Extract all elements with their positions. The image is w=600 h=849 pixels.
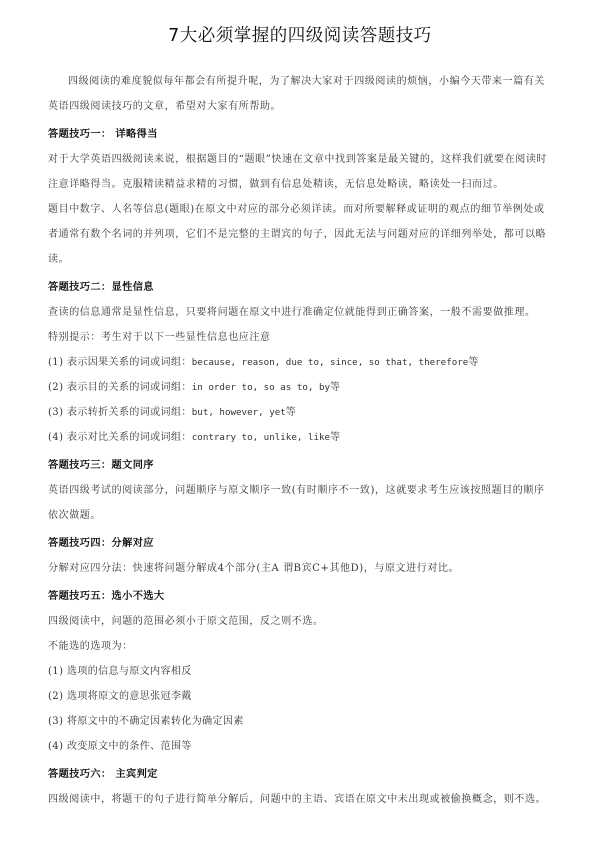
tip2-heading: 答题技巧二：显性信息: [48, 281, 154, 293]
list-item-prefix: (1) 表示因果关系的词或词组：: [48, 357, 192, 368]
list-item: [48, 375, 552, 400]
list-item: (4) 改变原文中的条件、范围等: [48, 741, 192, 752]
list-item: [48, 350, 552, 375]
list-item: [48, 425, 552, 450]
list-item-words: but, however, yet: [191, 407, 286, 418]
tip3-paragraph-1: 英语四级考试的阅读部分，问题顺序与原文顺序一致(有时顺序不一致)，这就要求考生应该按照题目的顺序依次做题。: [48, 485, 545, 521]
tip5-note: 不能选的选项为：: [48, 641, 133, 652]
list-item-suffix: 等: [285, 407, 297, 418]
tip6-paragraph-1: 四级阅读中，将题干的句子进行简单分解后，问题中的主语、宾语在原文中未出现或被偷换概念，则不选。: [48, 794, 547, 805]
tip1-heading: 答题技巧一： 详略得当: [48, 128, 158, 140]
list-item: (2) 选项将原文的意思张冠李戴: [48, 691, 192, 702]
tip4-paragraph-1: 分解对应四分法：快速将问题分解成4个部分(主A 谓B宾C+其他D)，与原文进行对比。: [48, 563, 460, 574]
tip1-paragraph-1: 对于大学英语四级阅读来说，根据题目的“题眼”快速在文章中找到答案是最关键的，这样我们就要在阅读时注意详略得当。克服精读精益求精的习惯，做到有信息处精读，无信息处略读，略读处一扫而过。: [48, 154, 548, 190]
page-title: 7大必须掌握的四级阅读答题技巧: [168, 26, 432, 46]
list-item-words: contrary to, unlike, like: [191, 432, 331, 443]
tip2-paragraph-1: 查读的信息通常是显性信息，只要将问题在原文中进行准确定位就能得到正确答案，一般不需要做推理。: [48, 307, 536, 318]
list-item-prefix: (2) 表示目的关系的词或词组：: [48, 382, 192, 393]
tip3-heading: 答题技巧三：题文同序: [48, 459, 154, 471]
list-item-words: because, reason, due to, since, so that, therefore: [191, 357, 469, 368]
list-item-words: in order to, so as to, by: [191, 382, 331, 393]
list-item-suffix: 等: [330, 432, 341, 443]
list-item-suffix: 等: [330, 382, 341, 393]
intro-paragraph: 四级阅读的难度貌似每年都会有所提升呢，为了解决大家对于四级阅读的烦恼，小编今天带来一篇有关英语四级阅读技巧的文章，希望对大家有所帮助。: [48, 76, 545, 112]
list-item: (1) 选项的信息与原文内容相反: [48, 666, 192, 677]
list-item: (3) 将原文中的不确定因素转化为确定因素: [48, 716, 244, 727]
tip1-paragraph-2: 题目中数字、人名等信息(题眼)在原文中对应的部分必须详读。而对所要解释或证明的观点的细节举例处或者通常有数个名词的并列项，它们不是完整的主谓宾的句子，因此无法与问题对应的详细列举处，都可以略读。: [48, 204, 547, 265]
list-item-prefix: (3) 表示转折关系的词或词组：: [48, 407, 192, 418]
tip4-heading: 答题技巧四：分解对应: [48, 537, 154, 549]
list-item-suffix: 等: [468, 357, 479, 368]
list-item: [48, 400, 552, 425]
tip6-heading: 答题技巧六： 主宾判定: [48, 768, 158, 780]
tip5-heading: 答题技巧五：选小不选大: [48, 590, 165, 602]
list-item-prefix: (4) 表示对比关系的词或词组：: [48, 432, 192, 443]
tip2-note: 特别提示：考生对于以下一些显性信息也应注意: [48, 332, 271, 343]
tip5-paragraph-1: 四级阅读中，问题的范围必须小于原文范围，反之则不选。: [48, 616, 324, 627]
